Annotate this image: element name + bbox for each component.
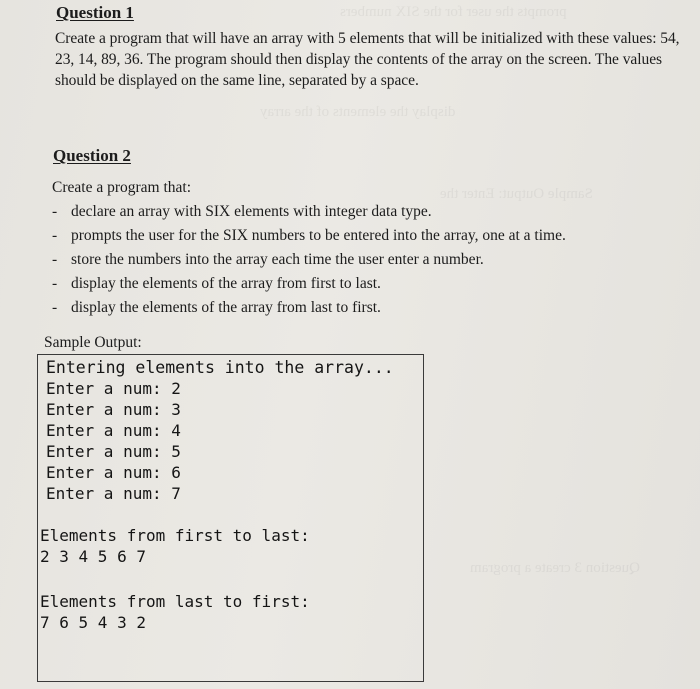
- first-to-last-values: 2 3 4 5 6 7: [40, 547, 146, 566]
- question-1-heading: Question 1: [56, 3, 134, 22]
- list-item: [52, 224, 566, 248]
- requirement-text: prompts the user for the SIX numbers to be entered into the array, one at a time.: [71, 227, 566, 244]
- list-item: [52, 296, 566, 320]
- bullet-dash: -: [52, 227, 58, 244]
- list-item: [52, 272, 566, 296]
- console-input-line: Enter a num: 2: [46, 379, 181, 398]
- last-to-first-values: 7 6 5 4 3 2: [40, 613, 146, 632]
- list-item: [52, 200, 566, 224]
- requirement-text: declare an array with SIX elements with integer data type.: [71, 203, 432, 220]
- question-1-description: Create a program that will have an array with 5 elements that will be initialized with these values: 54, 23, 14, 89, 36. The program should then display the contents of the array on the screen. The values should be displayed on the same line, separated by a space.: [55, 30, 680, 89]
- bullet-dash: -: [52, 251, 58, 268]
- list-item: [52, 248, 566, 272]
- requirements-list: [52, 200, 566, 320]
- console-input-line: Enter a num: 6: [46, 463, 181, 482]
- question-2-heading: Question 2: [53, 146, 131, 165]
- requirement-text: display the elements of the array from first to last.: [71, 275, 381, 292]
- sample-output-label: Sample Output:: [44, 334, 142, 351]
- bleed-through-text: Question 3 create a program: [470, 560, 640, 576]
- requirement-text: display the elements of the array from last to first.: [71, 299, 381, 316]
- bullet-dash: -: [52, 275, 58, 292]
- console-input-line: Enter a num: 5: [46, 442, 181, 461]
- bullet-dash: -: [52, 299, 58, 316]
- first-to-last-label: Elements from first to last:: [40, 526, 310, 545]
- console-input-line: Enter a num: 7: [46, 484, 181, 503]
- bleed-through-text: display the elements of the array: [260, 104, 456, 120]
- requirement-text: store the numbers into the array each time the user enter a number.: [71, 251, 484, 268]
- bullet-dash: -: [52, 203, 58, 220]
- console-header-line: Entering elements into the array...: [46, 358, 394, 377]
- bleed-through-text: prompts the user for the SIX numbers: [340, 4, 567, 20]
- last-to-first-label: Elements from last to first:: [40, 592, 310, 611]
- console-input-line: Enter a num: 4: [46, 421, 181, 440]
- bleed-through-text: Sample Output: Enter the: [440, 186, 593, 202]
- console-input-line: Enter a num: 3: [46, 400, 181, 419]
- sample-output-console: [37, 354, 424, 682]
- question-2-intro: Create a program that:: [52, 179, 192, 196]
